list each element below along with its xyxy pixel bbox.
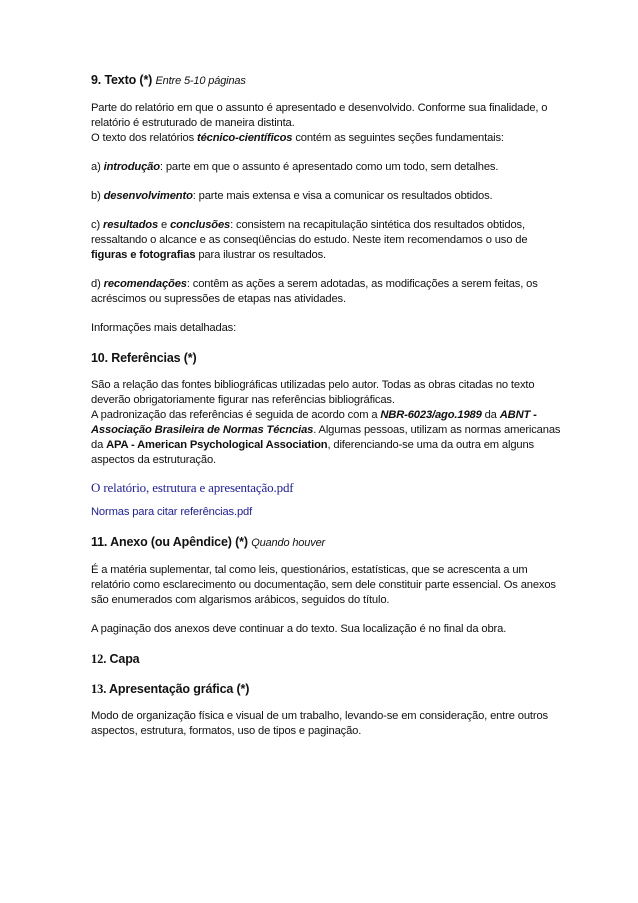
item-term: resultados [102,219,159,231]
item-text: : contêm as ações a serem adotadas, as modificações a serem feitas, os [186,278,538,290]
text-line: ressaltando o alcance e as conseqüências do estudo. Neste item recomendamos o uso de [91,234,528,246]
text-span: contém as seguintes seções fundamentais: [292,132,504,144]
section-9-intro [91,101,561,146]
document-page [91,72,561,739]
text-span: da [481,409,500,421]
section-13-body [91,709,561,739]
section-12-number: 12. [91,652,107,666]
item-term: introdução [103,161,160,173]
section-13-number: 13. [91,682,107,696]
section-9-subtitle: Entre 5-10 páginas [155,75,246,87]
item-term: recomendações [103,278,187,290]
section-9-heading [91,72,561,89]
section-13-title: Apresentação gráfica (*) [109,682,250,696]
text-line: Parte do relatório em que o assunto é apresentado e desenvolvido. Conforme sua finalidade, o [91,102,548,114]
section-11-title: 11. Anexo (ou Apêndice) (*) [91,535,248,549]
text-line: Modo de organização física e visual de um trabalho, levando-se em consideração, entre outros [91,710,548,722]
text-line: aspectos, estrutura, formatos, uso de tipos e paginação. [91,725,362,737]
section-11-pagination: A paginação dos anexos deve continuar a do texto. Sua localização é no final da obra. [91,623,507,635]
item-c [91,218,561,263]
text-span: A padronização das referências é seguida de acordo com a [91,409,381,421]
item-a [91,160,561,175]
pdf-link-normas[interactable]: Normas para citar referências.pdf [91,506,253,518]
item-marker: b) [91,190,104,202]
section-13-heading [91,681,561,697]
section-10-heading: 10. Referências (*) [91,351,197,365]
bold-text: APA - American Psychological Association [106,439,328,451]
section-11-body [91,563,561,608]
item-text: : parte em que o assunto é apresentado como um todo, sem detalhes. [159,161,499,173]
item-marker: c) [91,219,103,231]
item-d [91,277,561,307]
emphasis-text: técnico-científicos [197,132,293,144]
text-span: da [91,439,107,451]
item-text: e [158,219,171,231]
text-line: relatório como esclarecimento ou documentação, sem dele constituir parte essencial. Os anexos [91,579,556,591]
emphasis-text: Associação Brasileira de Normas Técncias [91,424,314,436]
text-line: É a matéria suplementar, tal como leis, questionários, estatísticas, que se acrescenta a um [91,564,528,576]
item-marker: d) [91,278,104,290]
more-info-text: Informações mais detalhadas: [91,322,237,334]
pdf-link-relatorio[interactable]: O relatório, estrutura e apresentação.pdf [91,480,294,495]
item-term: conclusões [170,219,231,231]
item-term: desenvolvimento [103,190,193,202]
item-marker: a) [91,161,104,173]
section-9-title: 9. Texto (*) [91,73,153,87]
text-span: . Algumas pessoas, utilizam as normas americanas [313,424,561,436]
section-12-heading [91,651,561,667]
item-text: : parte mais extensa e visa a comunicar os resultados obtidos. [192,190,493,202]
item-text: : consistem na recapitulação sintética dos resultados obtidos, [230,219,525,231]
text-line: São a relação das fontes bibliográficas utilizadas pelo autor. Todas as obras citadas no texto [91,379,535,391]
text-span: para ilustrar os resultados. [195,249,326,261]
text-line: aspectos da estruturação. [91,454,216,466]
text-line: deverão obrigatoriamente figurar nas referências bibliográficas. [91,394,395,406]
bold-text: figuras e fotografias [91,249,196,261]
text-span: O texto dos relatórios [91,132,197,144]
text-line: acréscimos ou supressões de etapas nas atividades. [91,293,346,305]
text-line: relatório é estruturado de maneira distinta. [91,117,295,129]
item-b [91,189,561,204]
section-10-body [91,378,561,468]
section-12-title: Capa [109,652,140,666]
emphasis-text: ABNT - [499,409,537,421]
emphasis-text: NBR-6023/ago.1989 [380,409,482,421]
text-span: , diferenciando-se uma da outra em alguns [327,439,534,451]
section-11-heading [91,534,561,551]
section-11-subtitle: Quando houver [251,537,326,549]
text-line: são enumerados com algarismos arábicos, seguidos do título. [91,594,390,606]
